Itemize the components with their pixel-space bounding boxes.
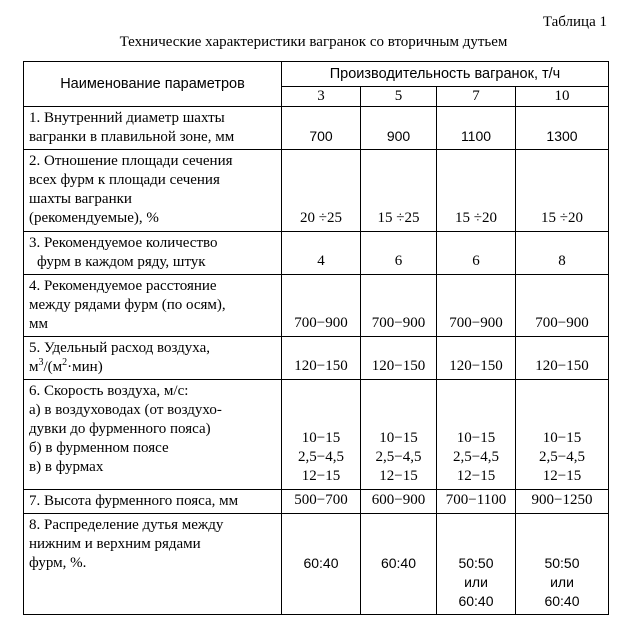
- value-line: 10−15: [379, 430, 418, 446]
- param-line: шахты вагранки: [29, 191, 132, 207]
- param-line: 2. Отношение площади сечения: [29, 153, 233, 169]
- unit-part: /(м: [43, 359, 63, 375]
- row-7-value-10: 900−1250: [516, 490, 609, 514]
- param-line: фурм, %.: [29, 555, 87, 571]
- row-1-value-3: 700: [282, 107, 361, 150]
- row-2-value-7: 15 ÷20: [437, 150, 516, 232]
- param-line: в) в фурмах: [29, 459, 104, 475]
- param-line: 1. Внутренний диаметр шахты: [29, 110, 225, 126]
- row-8-value-5: 60:40: [361, 514, 437, 615]
- param-line: 5. Удельный расход воздуха,: [29, 340, 210, 356]
- param-line: мм: [29, 316, 48, 332]
- specifications-table: [23, 61, 609, 615]
- table-caption: Технические характеристики вагранок со вторичным дутьем: [119, 34, 508, 50]
- param-line: между рядами фурм (по осям),: [29, 297, 226, 313]
- row-2-value-10: 15 ÷20: [516, 150, 609, 232]
- header-capacity-3: 3: [282, 87, 361, 107]
- table-row: [24, 150, 609, 232]
- row-6-values-7: [437, 380, 516, 490]
- table-number: Таблица 1: [542, 14, 607, 30]
- row-7-value-7: 700−1100: [437, 490, 516, 514]
- row-7-parameter: [24, 490, 282, 514]
- table-row: [24, 380, 609, 490]
- header-capacity-7: 7: [437, 87, 516, 107]
- param-line: 6. Скорость воздуха, м/с:: [29, 383, 189, 399]
- row-2-value-5: 15 ÷25: [361, 150, 437, 232]
- table-row: [24, 107, 609, 150]
- header-capacity-group: Производительность вагранок, т/ч: [282, 62, 609, 87]
- value-line: 2,5−4,5: [375, 449, 422, 465]
- table-row: [24, 232, 609, 275]
- value-line: 12−15: [301, 468, 341, 484]
- unit-part: м: [29, 359, 39, 375]
- header-capacity-5: 5: [361, 87, 437, 107]
- param-line: а) в воздуховодах (от воздухо-: [29, 402, 222, 418]
- row-2-parameter: [24, 150, 282, 232]
- row-4-value-7: 700−900: [437, 275, 516, 337]
- header-capacity-10: 10: [516, 87, 609, 107]
- row-5-parameter: [24, 337, 282, 380]
- param-line: всех фурм к площади сечения: [29, 172, 220, 188]
- value-line: или: [464, 574, 488, 590]
- param-unit: [29, 358, 277, 377]
- value-line: 12−15: [379, 468, 418, 484]
- row-6-parameter: [24, 380, 282, 490]
- table-row: [24, 490, 609, 514]
- row-5-value-7: 120−150: [437, 337, 516, 380]
- value-line: 2,5−4,5: [539, 449, 585, 465]
- row-8-value-3: 60:40: [282, 514, 361, 615]
- value-line: 2,5−4,5: [453, 449, 499, 465]
- unit-superscript: 2: [62, 357, 68, 368]
- row-8-values-10: [516, 514, 609, 615]
- unit-superscript: 3: [38, 357, 44, 368]
- param-line: (рекомендуемые), %: [29, 210, 159, 226]
- row-4-parameter: [24, 275, 282, 337]
- param-line: вагранки в плавильной зоне, мм: [29, 129, 235, 145]
- row-2-value-3: 20 ÷25: [282, 150, 361, 232]
- row-7-value-3: 500−700: [282, 490, 361, 514]
- row-3-value-7: 6: [437, 232, 516, 275]
- row-4-value-10: 700−900: [516, 275, 609, 337]
- row-4-value-3: 700−900: [282, 275, 361, 337]
- row-6-values-10: [516, 380, 609, 490]
- param-line: 3. Рекомендуемое количество: [29, 235, 218, 251]
- row-3-value-5: 6: [361, 232, 437, 275]
- value-line: 2,5−4,5: [298, 449, 344, 465]
- table-row: [24, 337, 609, 380]
- param-line: б) в фурменном поясе: [29, 440, 169, 456]
- row-6-values-3: [282, 380, 361, 490]
- value-line: 60:40: [544, 593, 580, 609]
- row-1-value-5: 900: [361, 107, 437, 150]
- value-line: 10−15: [456, 430, 496, 446]
- row-5-value-10: 120−150: [516, 337, 609, 380]
- row-6-values-5: [361, 380, 437, 490]
- param-line: 4. Рекомендуемое расстояние: [29, 278, 217, 294]
- value-line: 12−15: [456, 468, 496, 484]
- header-parameter-name: Наименование параметров: [24, 62, 282, 107]
- value-line: 60:40: [458, 593, 494, 609]
- row-5-value-3: 120−150: [282, 337, 361, 380]
- param-line: 8. Распределение дутья между: [29, 517, 224, 533]
- value-line: 50:50: [458, 555, 494, 571]
- value-line: 12−15: [542, 468, 582, 484]
- table-row: [24, 514, 609, 615]
- value-line: 50:50: [544, 555, 580, 571]
- row-5-value-5: 120−150: [361, 337, 437, 380]
- value-line: 10−15: [542, 430, 582, 446]
- row-7-value-5: 600−900: [361, 490, 437, 514]
- row-3-value-3: 4: [282, 232, 361, 275]
- row-1-parameter: [24, 107, 282, 150]
- row-4-value-5: 700−900: [361, 275, 437, 337]
- row-3-value-10: 8: [516, 232, 609, 275]
- param-line: 7. Высота фурменного пояса, мм: [29, 493, 239, 509]
- value-line: или: [550, 574, 574, 590]
- param-line: фурм в каждом ряду, штук: [37, 254, 206, 270]
- row-1-value-10: 1300: [516, 107, 609, 150]
- row-1-value-7: 1100: [437, 107, 516, 150]
- table-row: [24, 275, 609, 337]
- row-8-values-7: [437, 514, 516, 615]
- value-line: 10−15: [301, 430, 341, 446]
- row-8-parameter: [24, 514, 282, 615]
- unit-part: ·мин): [67, 359, 103, 375]
- header-row: [24, 62, 609, 87]
- param-line: дувки до фурменного пояса): [29, 421, 211, 437]
- row-3-parameter: [24, 232, 282, 275]
- param-line: нижним и верхним рядами: [29, 536, 201, 552]
